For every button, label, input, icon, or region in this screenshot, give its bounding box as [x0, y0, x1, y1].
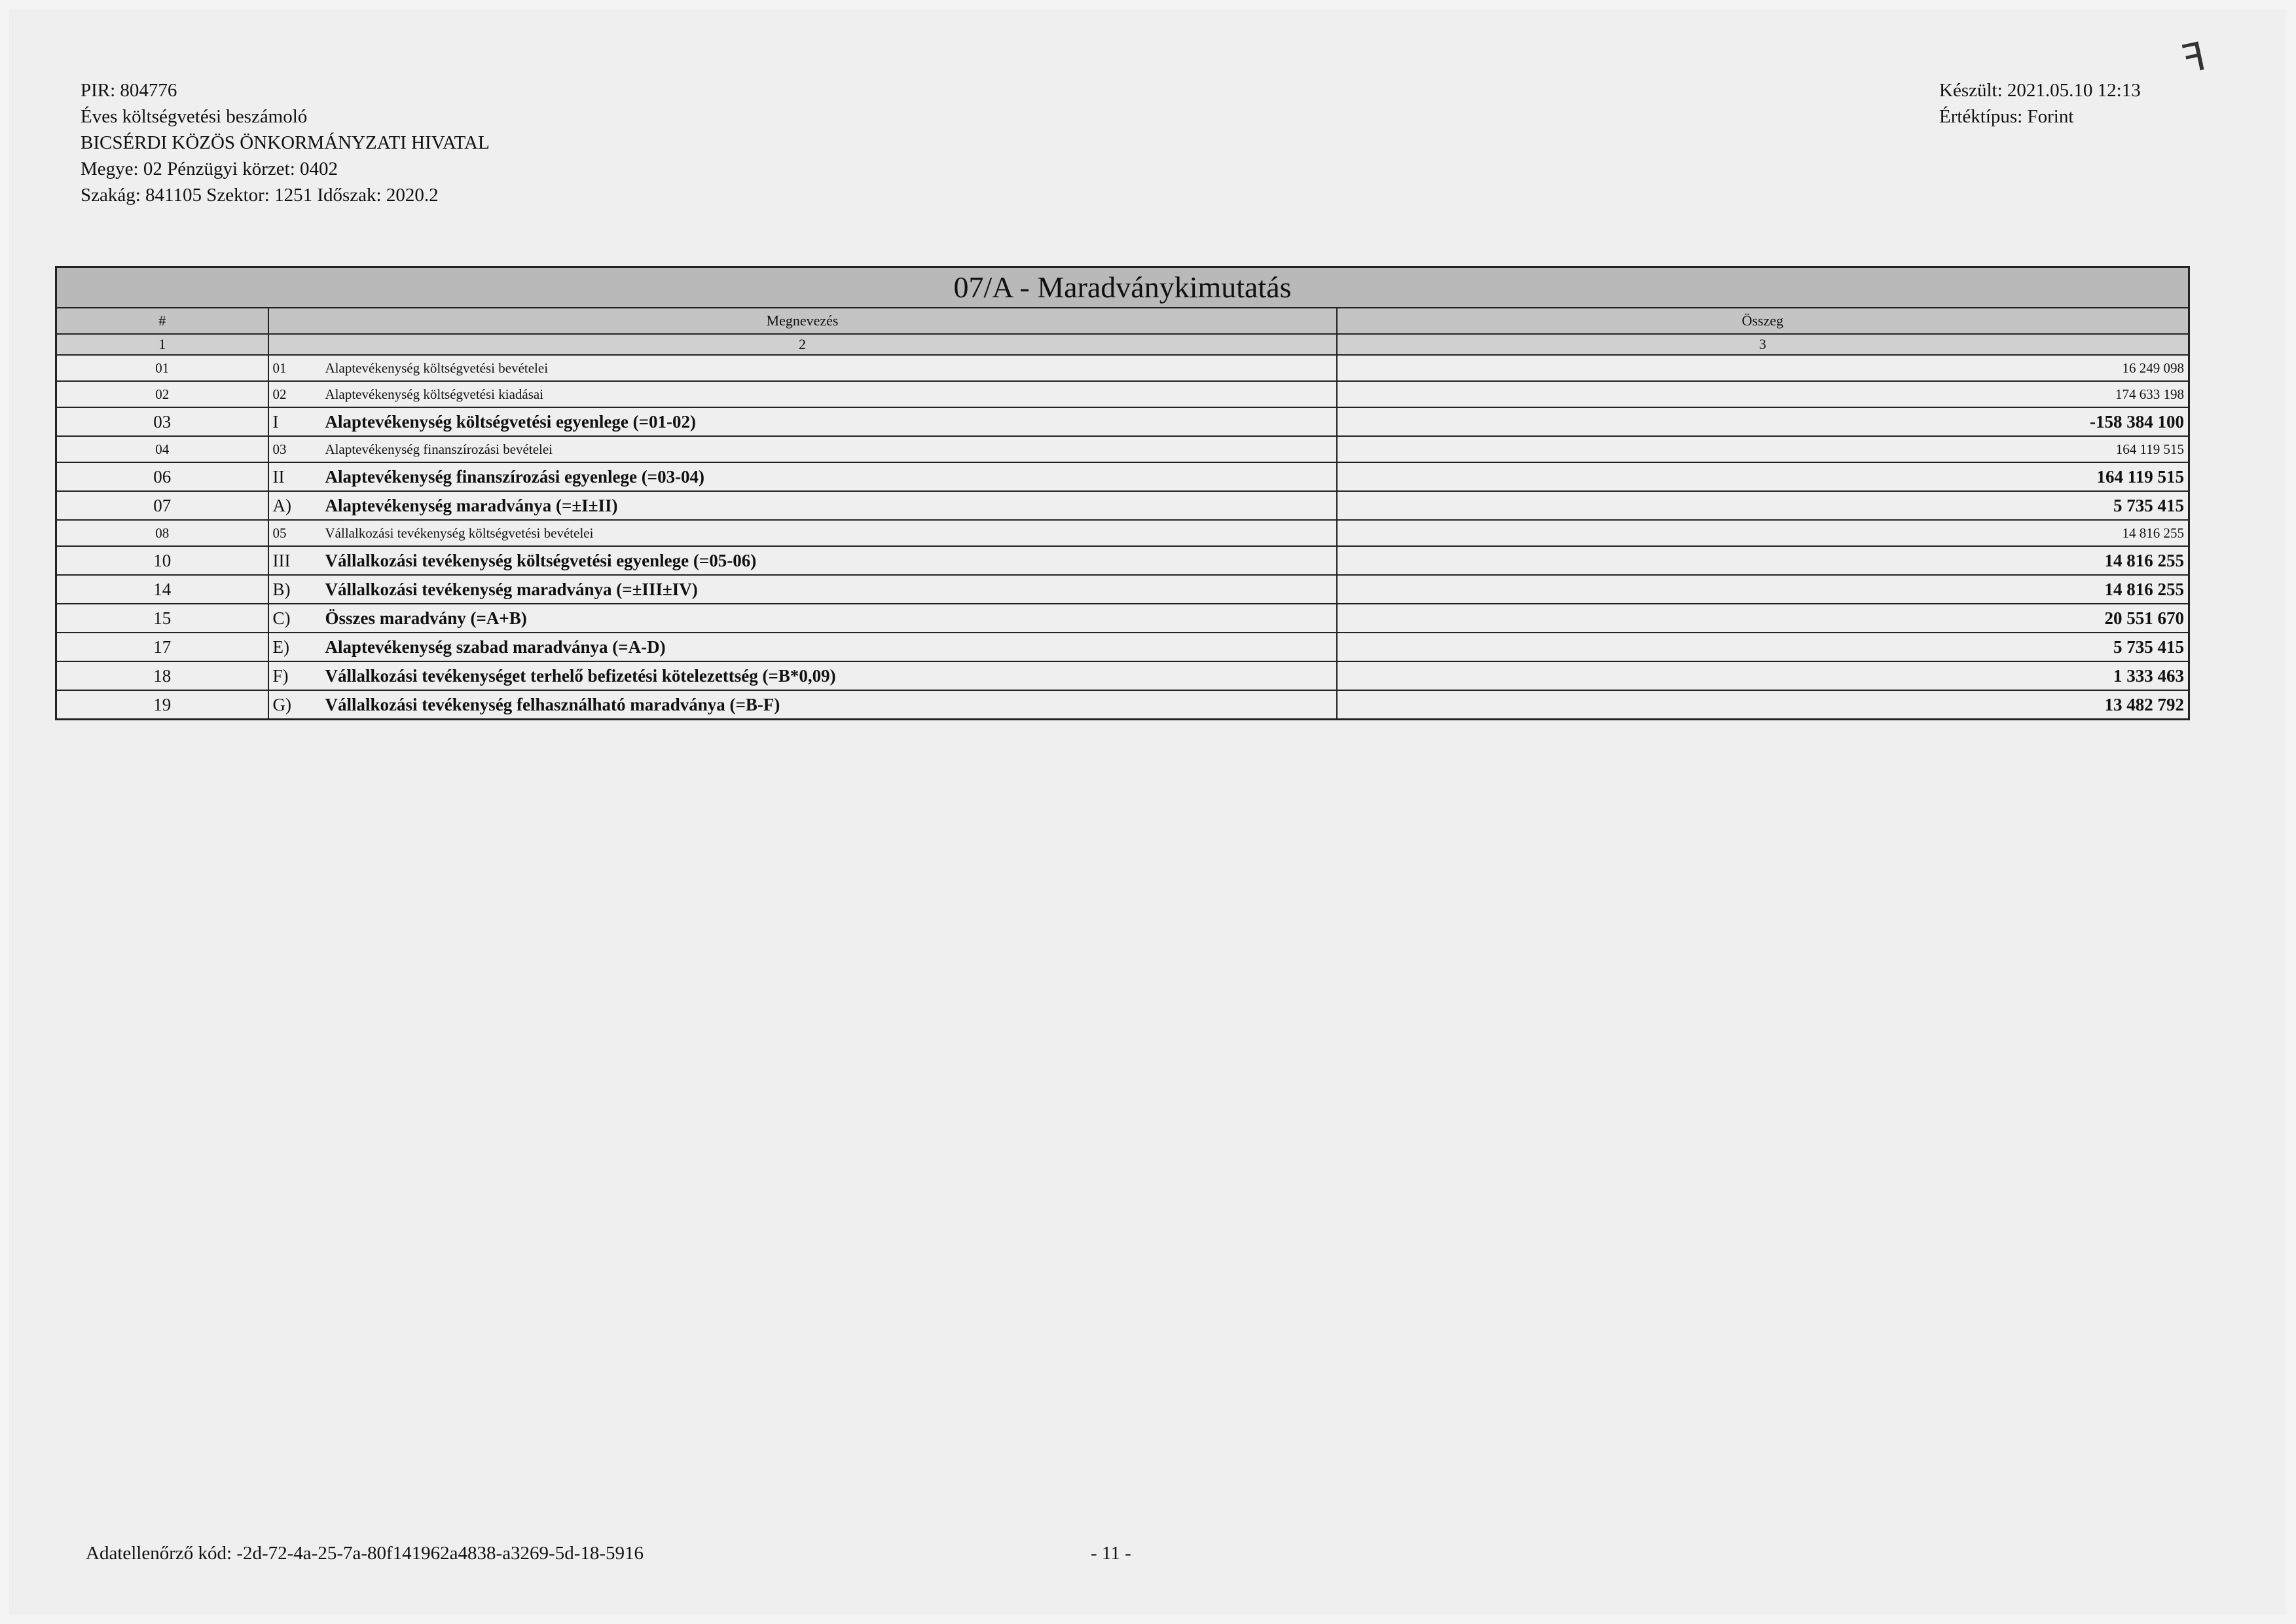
row-number: 19 — [56, 690, 268, 720]
row-label: Vállalkozási tevékenység felhasználható maradványa (=B-F) — [325, 694, 780, 714]
row-amount: -158 384 100 — [1337, 407, 2189, 436]
row-label: Alaptevékenység szabad maradványa (=A-D) — [325, 637, 666, 657]
table-row — [56, 462, 2189, 491]
row-amount: 14 816 255 — [1337, 546, 2189, 575]
table-row — [56, 520, 2189, 546]
table-row — [56, 575, 2189, 604]
column-header-number: # — [56, 308, 268, 334]
row-code: E) — [272, 637, 289, 657]
row-amount: 174 633 198 — [1337, 381, 2189, 407]
row-name-cell — [268, 520, 1337, 546]
row-amount: 5 735 415 — [1337, 633, 2189, 661]
row-name-cell — [268, 690, 1337, 720]
row-amount: 164 119 515 — [1337, 436, 2189, 462]
row-amount: 5 735 415 — [1337, 491, 2189, 520]
row-number: 04 — [56, 436, 268, 462]
row-number: 02 — [56, 381, 268, 407]
row-name-cell — [268, 436, 1337, 462]
table-row — [56, 604, 2189, 633]
row-name-cell — [268, 633, 1337, 661]
row-amount: 20 551 670 — [1337, 604, 2189, 633]
header-pir: PIR: 804776 — [81, 80, 177, 101]
table-body — [56, 355, 2189, 720]
row-code: III — [272, 550, 291, 570]
row-number: 07 — [56, 491, 268, 520]
row-label: Alaptevékenység finanszírozási bevételei — [325, 441, 553, 457]
column-header-name: Megnevezés — [268, 308, 1337, 334]
row-label: Alaptevékenység költségvetési kiadásai — [325, 386, 544, 402]
row-label: Vállalkozási tevékenység maradványa (=±III±IV) — [325, 579, 698, 599]
column-index-2: 2 — [268, 334, 1337, 355]
row-amount: 14 816 255 — [1337, 575, 2189, 604]
header-county: Megye: 02 Pénzügyi körzet: 0402 — [81, 158, 338, 179]
row-label: Alaptevékenység költségvetési egyenlege (=01-02) — [325, 411, 697, 432]
row-label: Vállalkozási tevékenységet terhelő befizetési kötelezettség (=B*0,09) — [325, 665, 836, 686]
row-name-cell — [268, 355, 1337, 381]
page-number: - 11 - — [1091, 1543, 1131, 1564]
row-number: 08 — [56, 520, 268, 546]
row-name-cell — [268, 575, 1337, 604]
table-wrapper — [55, 266, 2188, 720]
header-organization: BICSÉRDI KÖZÖS ÖNKORMÁNYZATI HIVATAL — [81, 132, 490, 153]
row-amount: 164 119 515 — [1337, 462, 2189, 491]
row-name-cell — [268, 381, 1337, 407]
row-number: 06 — [56, 462, 268, 491]
row-code: 02 — [272, 386, 287, 402]
row-code: C) — [272, 608, 291, 628]
table-row — [56, 381, 2189, 407]
row-number: 03 — [56, 407, 268, 436]
row-number: 15 — [56, 604, 268, 633]
row-name-cell — [268, 546, 1337, 575]
header-report-type: Éves költségvetési beszámoló — [81, 106, 308, 127]
table-row — [56, 661, 2189, 690]
table-row — [56, 436, 2189, 462]
row-code: I — [272, 411, 279, 432]
row-name-cell — [268, 661, 1337, 690]
row-number: 10 — [56, 546, 268, 575]
header-right — [1939, 77, 2141, 130]
handwritten-mark-icon: ꟻ — [2178, 33, 2210, 83]
document-page — [9, 9, 2286, 1615]
row-amount: 16 249 098 — [1337, 355, 2189, 381]
header-sector: Szakág: 841105 Szektor: 1251 Időszak: 2020.2 — [81, 185, 439, 206]
row-label: Összes maradvány (=A+B) — [325, 608, 527, 628]
header-value-type: Értéktípus: Forint — [1939, 106, 2074, 127]
table-row — [56, 633, 2189, 661]
row-number: 14 — [56, 575, 268, 604]
column-index-3: 3 — [1337, 334, 2189, 355]
row-code: 05 — [272, 525, 287, 541]
row-amount: 13 482 792 — [1337, 690, 2189, 720]
row-label: Vállalkozási tevékenység költségvetési bevételei — [325, 525, 594, 541]
footer-checksum: Adatellenőrző kód: -2d-72-4a-25-7a-80f141962a4838-a3269-5d-18-5916 — [86, 1543, 644, 1564]
row-code: A) — [272, 495, 291, 515]
row-number: 01 — [56, 355, 268, 381]
row-code: II — [272, 466, 285, 487]
maradvany-table — [55, 266, 2190, 720]
row-label: Alaptevékenység maradványa (=±I±II) — [325, 495, 618, 515]
table-row — [56, 407, 2189, 436]
table-title: 07/A - Maradványkimutatás — [56, 267, 2189, 308]
header-created: Készült: 2021.05.10 12:13 — [1939, 80, 2141, 101]
column-index-1: 1 — [56, 334, 268, 355]
row-name-cell — [268, 462, 1337, 491]
row-code: F) — [272, 665, 289, 686]
row-number: 17 — [56, 633, 268, 661]
table-row — [56, 546, 2189, 575]
table-row — [56, 355, 2189, 381]
row-name-cell — [268, 407, 1337, 436]
table-row — [56, 690, 2189, 720]
row-amount: 14 816 255 — [1337, 520, 2189, 546]
row-code: 01 — [272, 360, 287, 376]
row-code: B) — [272, 579, 291, 599]
row-label: Alaptevékenység finanszírozási egyenlege (=03-04) — [325, 466, 705, 487]
table-row — [56, 491, 2189, 520]
row-label: Alaptevékenység költségvetési bevételei — [325, 360, 549, 376]
row-label: Vállalkozási tevékenység költségvetési egyenlege (=05-06) — [325, 550, 757, 570]
row-code: G) — [272, 694, 291, 714]
header-left — [81, 77, 490, 208]
row-amount: 1 333 463 — [1337, 661, 2189, 690]
column-header-amount: Összeg — [1337, 308, 2189, 334]
row-name-cell — [268, 604, 1337, 633]
row-code: 03 — [272, 441, 287, 457]
row-name-cell — [268, 491, 1337, 520]
row-number: 18 — [56, 661, 268, 690]
